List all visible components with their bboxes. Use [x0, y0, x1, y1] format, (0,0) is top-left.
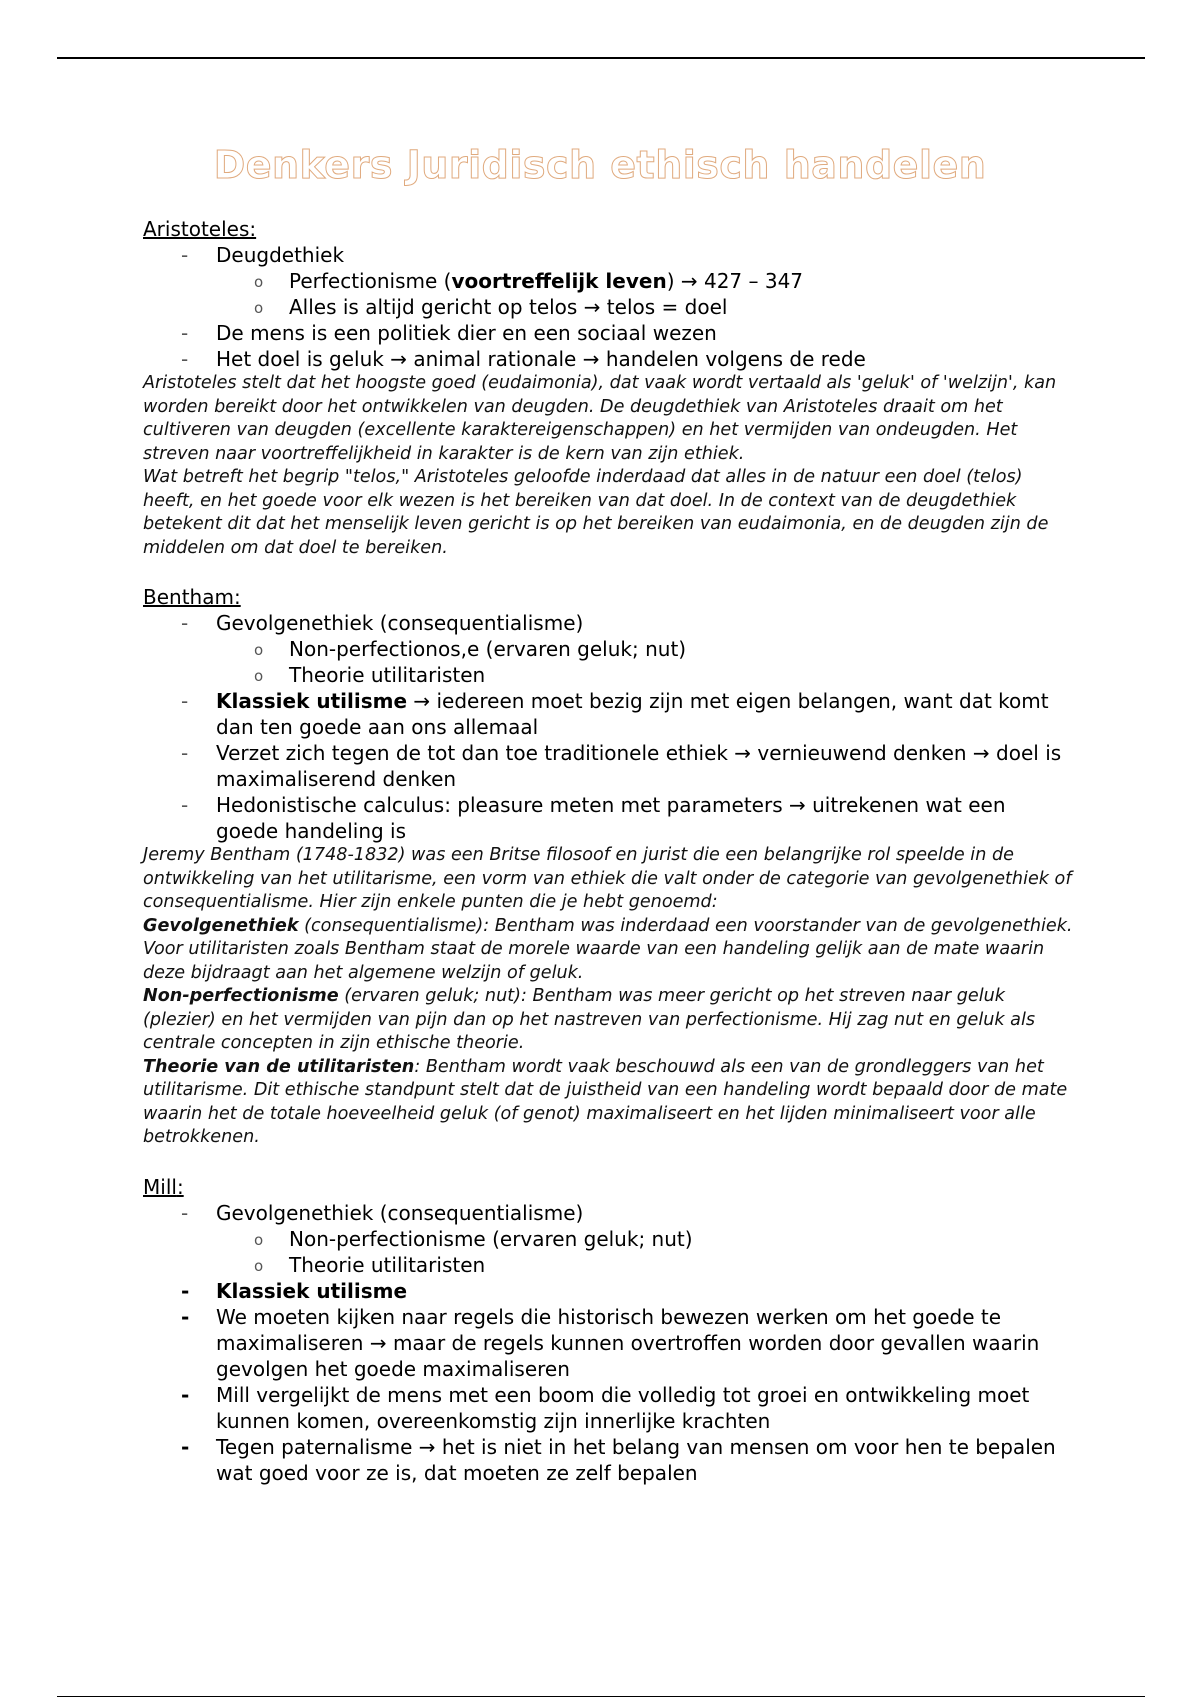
dash-marker: -: [181, 741, 189, 765]
circle-marker: o: [254, 1230, 264, 1249]
list-item: - Deugdethiek o Perfectionisme (voortreffelijk leven) → 427 – 347 o Alles is altijd gericht op telos → telos = doel: [143, 242, 1073, 320]
sub-list: [216, 1226, 1073, 1278]
sub-list: [216, 636, 1073, 688]
sub-list-item: o Non-perfectionos,e (ervaren geluk; nut): [254, 637, 687, 661]
explanation-paragraph: Wat betreft het begrip "telos," Aristoteles geloofde inderdaad dat alles in de natuur een doel (telos) heeft, en het goede voor elk wezen is het bereiken van dat doel. In de context van de deugdethiek betekent dit dat het menselijk leven gericht is op het bereiken van eudaimonia, en de deugden zijn de middelen om dat doel te bereiken.: [143, 467, 1049, 558]
bottom-rule: [57, 1696, 1145, 1697]
section-heading: Mill:: [143, 1174, 184, 1199]
document-title: Denkers Juridisch ethisch handelen: [213, 143, 987, 187]
top-rule: [57, 57, 1145, 59]
sub-list-item: o Alles is altijd gericht op telos → telos = doel: [254, 295, 728, 319]
section-aristoteles: [143, 216, 1073, 560]
explanation-paragraph: Non-perfectionisme (ervaren geluk; nut): Bentham was meer gericht op het streven naar geluk (plezier) en het vermijden van pijn dan op het nastreven van perfectionisme. Hij zag nut en geluk als centrale concepten in zijn ethische theorie.: [143, 986, 1036, 1053]
list-item: - We moeten kijken naar regels die historisch bewezen werken om het goede te maximaliseren → maar de regels kunnen overtroffen worden door gevallen waarin gevolgen het goede maximaliseren: [181, 1304, 1040, 1381]
dash-marker: -: [181, 347, 189, 371]
circle-marker: o: [254, 273, 264, 291]
dash-marker: -: [181, 1382, 190, 1407]
sub-list-item: o Perfectionisme (voortreffelijk leven) → 427 – 347: [254, 269, 804, 293]
sub-list-item: o Non-perfectionisme (ervaren geluk; nut): [254, 1226, 693, 1251]
explanation-paragraph: Aristoteles stelt dat het hoogste goed (eudaimonia), dat vaak wordt vertaald als 'geluk' of 'welzijn', kan worden bereikt door het ontwikkelen van deugden. De deugdethiek van Aristoteles draait om het cultiveren van deugden (excellente karaktereigenschappen) en het vermijden van ondeugden. Het streven naar voortreffelijkheid in karakter is de kern van zijn ethiek.: [143, 373, 1057, 464]
bullet-list: [143, 1200, 1073, 1278]
list-item: - Verzet zich tegen de tot dan toe traditionele ethiek → vernieuwend denken → doel is maximaliserend denken: [181, 741, 1062, 791]
list-item: - Mill vergelijkt de mens met een boom die volledig tot groei en ontwikkeling moet kunnen komen, overeenkomstig zijn innerlijke krachten: [181, 1382, 1030, 1433]
explanation-paragraph: Jeremy Bentham (1748-1832) was een Britse filosoof en jurist die een belangrijke rol speelde in de ontwikkeling van het utilitarisme, een vorm van ethiek die valt onder de categorie van gevolgenethiek of consequentialisme. Hier zijn enkele punten die je hebt genoemd:: [143, 845, 1072, 912]
section-heading: Bentham:: [143, 585, 241, 609]
bullet-list: [143, 1278, 1073, 1486]
circle-marker: o: [254, 1256, 264, 1275]
dash-marker: -: [181, 321, 189, 345]
dash-marker: -: [181, 243, 189, 267]
dash-marker: -: [181, 793, 189, 817]
sub-list-item: o Theorie utilitaristen: [254, 663, 486, 687]
dash-marker: -: [181, 1304, 190, 1329]
circle-marker: o: [254, 299, 264, 317]
list-item: - Hedonistische calculus: pleasure meten met parameters → uitrekenen wat een goede handeling is: [181, 793, 1006, 843]
dash-marker: -: [181, 1200, 189, 1225]
bullet-list: [143, 242, 1073, 372]
sub-list-item: o Theorie utilitaristen: [254, 1252, 486, 1277]
list-item: - De mens is een politiek dier en een sociaal wezen: [181, 321, 717, 345]
circle-marker: o: [254, 641, 264, 659]
document-body: [143, 216, 1073, 1486]
dash-marker: -: [181, 611, 189, 635]
list-item: - Klassiek utilisme: [181, 1278, 408, 1303]
explanation-paragraph: Theorie van de utilitaristen: Bentham wordt vaak beschouwd als een van de grondleggers van het utilitarisme. Dit ethische standpunt stelt dat de juistheid van een handeling wordt bepaald door de mate waarin het de totale hoeveelheid geluk (of genot) maximaliseert en het lijden minimaliseert voor alle betrokkenen.: [143, 1056, 1068, 1147]
list-item: - Tegen paternalisme → het is niet in het belang van mensen om voor hen te bepalen wat goed voor ze is, dat moeten ze zelf bepalen: [181, 1434, 1056, 1485]
explanation-paragraph: Gevolgenethiek (consequentialisme): Bentham was inderdaad een voorstander van de gevolgenethiek. Voor utilitaristen zoals Bentham staat de morele waarde van een handeling gelijk aan de mate waarin deze bijdraagt aan het algemene welzijn of geluk.: [143, 915, 1073, 983]
list-item: - Gevolgenethiek (consequentialisme) o Non-perfectionisme (ervaren geluk; nut) o Theorie utilitaristen: [143, 1200, 1073, 1278]
dash-marker: -: [181, 1278, 190, 1303]
dash-marker: -: [181, 1434, 190, 1459]
bullet-list: [143, 610, 1073, 844]
sub-list: [216, 268, 1073, 320]
list-item: - Klassiek utilisme → iedereen moet bezig zijn met eigen belangen, want dat komt dan ten goede aan ons allemaal: [181, 689, 1049, 739]
list-item: - Het doel is geluk → animal rationale → handelen volgens de rede: [181, 347, 866, 371]
section-mill: [143, 1174, 1073, 1486]
list-item: - Gevolgenethiek (consequentialisme) o Non-perfectionos,e (ervaren geluk; nut) o Theorie utilitaristen: [143, 610, 1073, 688]
section-bentham: [143, 584, 1073, 1150]
dash-marker: -: [181, 689, 189, 713]
section-heading: Aristoteles:: [143, 217, 257, 241]
circle-marker: o: [254, 667, 264, 685]
